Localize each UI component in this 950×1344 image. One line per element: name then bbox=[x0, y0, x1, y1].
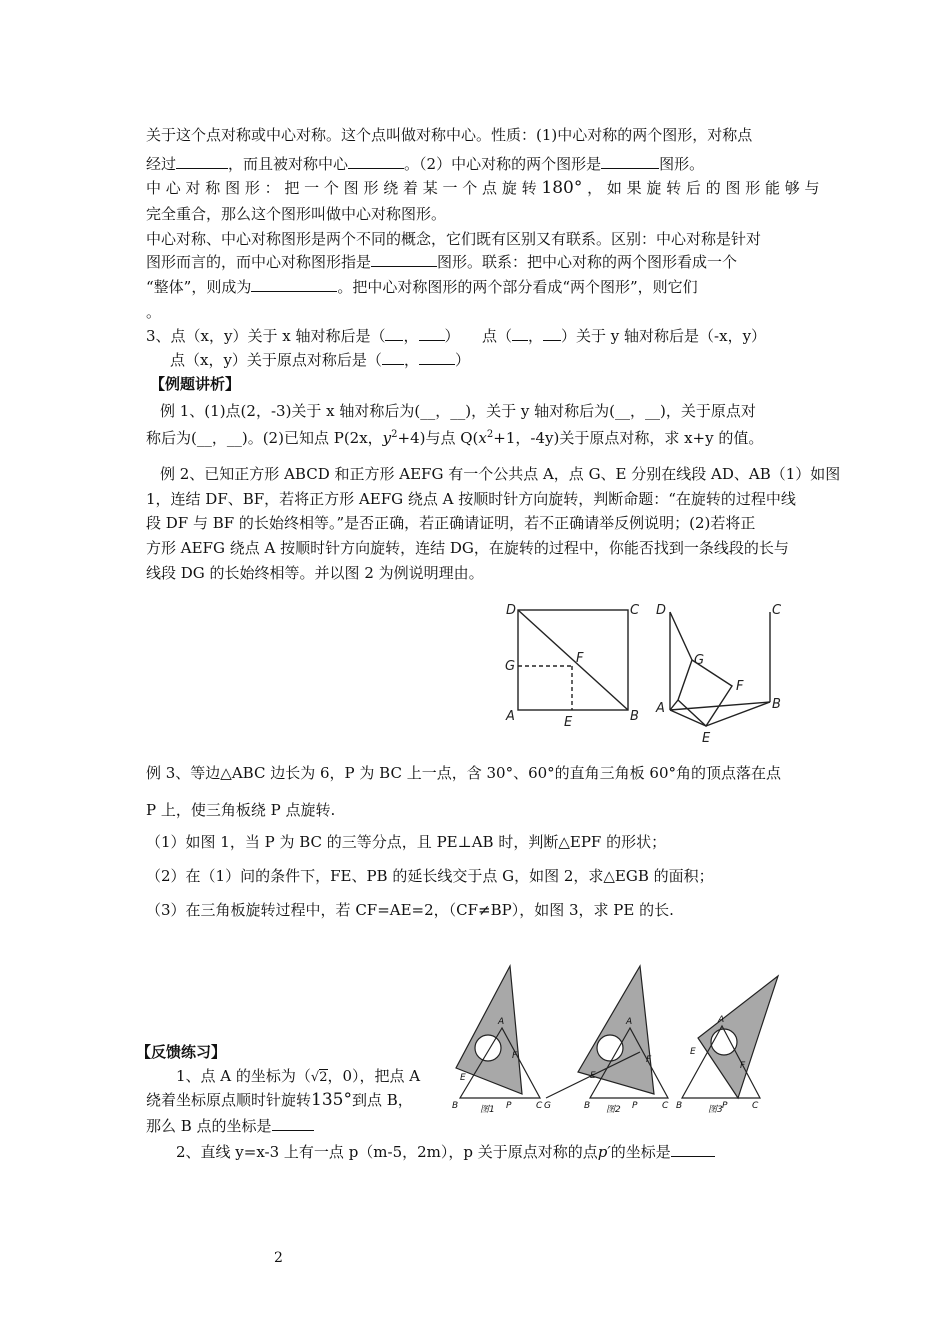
text: 绕着坐标原点顺时针旋转 bbox=[146, 1091, 312, 1109]
label-p: P bbox=[506, 1101, 512, 1111]
label-c: C bbox=[752, 1101, 759, 1111]
blank bbox=[348, 154, 404, 169]
label-c: C bbox=[772, 603, 782, 618]
page-number: 2 bbox=[274, 1250, 283, 1266]
label-b: B bbox=[772, 697, 781, 712]
hole bbox=[475, 1035, 501, 1061]
text-line: 段 DF 与 BF 的长始终相等。”是否正确，若正确请证明，若不正确请举反例说明；(2)若将正 bbox=[146, 514, 756, 532]
label-p: P bbox=[632, 1101, 638, 1111]
text-line: 1，连结 DF、BF，若将正方形 AEFG 绕点 A 按顺时针方向旋转，判断命题：“在旋转的过程中线 bbox=[146, 490, 796, 508]
line-eb bbox=[706, 702, 770, 726]
label-f: F bbox=[646, 1055, 652, 1065]
blank bbox=[371, 252, 437, 267]
text-line bbox=[146, 178, 820, 198]
text: ） bbox=[454, 351, 470, 369]
text-line: 方形 AEFG 绕点 A 按顺时针方向旋转，连结 DG，在旋转的过程中，你能否找到一条线段的长与 bbox=[146, 539, 789, 557]
var-p-prime: p′ bbox=[597, 1143, 611, 1161]
text: 的坐标是 bbox=[610, 1143, 671, 1161]
blank bbox=[419, 350, 455, 365]
label-g: G bbox=[544, 1101, 551, 1111]
label-c: C bbox=[662, 1101, 669, 1111]
label-p: P bbox=[722, 1101, 728, 1111]
set-square-1 bbox=[456, 966, 522, 1094]
figure-caption: 图3 bbox=[708, 1105, 723, 1115]
blank bbox=[671, 1142, 715, 1157]
blank bbox=[419, 326, 445, 341]
text-line: 。 bbox=[146, 303, 162, 321]
text: ， bbox=[403, 327, 419, 345]
text: 点（x，y）关于原点对称后是（ bbox=[170, 351, 382, 369]
hole bbox=[711, 1029, 737, 1055]
label-e: E bbox=[702, 731, 711, 743]
square-aefg bbox=[678, 660, 732, 726]
label-d: D bbox=[656, 603, 667, 618]
label-b: B bbox=[676, 1101, 683, 1111]
text: 1、点 A 的坐标为（ bbox=[176, 1067, 311, 1085]
blank bbox=[382, 350, 404, 365]
text-line bbox=[176, 1142, 715, 1162]
text-line: （1）如图 1，当 P 为 BC 的三等分点，且 PE⊥AB 时，判断△EPF 的形状； bbox=[146, 833, 667, 851]
var-y: y bbox=[382, 429, 392, 447]
blank bbox=[251, 277, 337, 292]
label-e: E bbox=[460, 1073, 466, 1083]
label-a: A bbox=[656, 701, 665, 716]
label-e: E bbox=[564, 715, 573, 730]
section-heading: 【例题讲析】 bbox=[150, 375, 241, 393]
label-c: C bbox=[630, 603, 640, 618]
text: 3、点（x，y）关于 x 轴对称后是（ bbox=[146, 327, 386, 345]
label-a: A bbox=[498, 1017, 505, 1027]
label-a: A bbox=[718, 1015, 725, 1025]
text: 图形而言的，而中心对称图形指是 bbox=[146, 253, 372, 271]
blank bbox=[543, 326, 561, 341]
triangle-figures bbox=[440, 962, 780, 1120]
text: +4)与点 Q( bbox=[397, 429, 479, 447]
line-ae bbox=[670, 710, 706, 726]
label-d: D bbox=[506, 603, 517, 618]
radicand: 2 bbox=[319, 1070, 328, 1085]
text: ） 点（ bbox=[444, 327, 513, 345]
square-figures bbox=[500, 598, 800, 743]
label-c: C bbox=[536, 1101, 543, 1111]
label-f: F bbox=[512, 1051, 518, 1061]
text-line: 例 1、(1)点(2，-3)关于 x 轴对称后为(__，__)，关于 y 轴对称后为(__，__)，关于原点对 bbox=[160, 402, 756, 420]
text-line bbox=[146, 252, 737, 272]
label-a: A bbox=[506, 709, 515, 724]
label-g: G bbox=[505, 659, 516, 674]
sup: 2 bbox=[486, 429, 494, 440]
text-line: 例 3、等边△ABC 边长为 6，P 为 BC 上一点，含 30°、60°的直角三角板 60°角的顶点落在点 bbox=[146, 764, 782, 782]
text: 图形。 bbox=[659, 155, 705, 173]
text-line bbox=[146, 1116, 314, 1136]
text-line: （3）在三角板旋转过程中，若 CF=AE=2，（CF≠BP），如图 3，求 PE 的长. bbox=[146, 901, 674, 919]
text: 称后为(__，__)。(2)已知点 P(2x， bbox=[146, 429, 383, 447]
var-x: x bbox=[478, 429, 487, 447]
text-line: 关于这个点对称或中心对称。这个点叫做对称中心。性质：(1)中心对称的两个图形，对称点 bbox=[146, 126, 753, 144]
section-heading: 【反馈练习】 bbox=[136, 1043, 227, 1061]
text-line: （2）在（1）问的条件下，FE、PB 的延长线交于点 G，如图 2，求△EGB 的面积； bbox=[146, 867, 714, 885]
line-dga bbox=[670, 612, 692, 710]
label-e: E bbox=[690, 1047, 696, 1057]
degree-180: 180° bbox=[541, 178, 583, 198]
label-a: A bbox=[626, 1017, 633, 1027]
label-b: B bbox=[630, 709, 639, 724]
blank bbox=[385, 326, 403, 341]
blank bbox=[272, 1116, 314, 1131]
label-f: F bbox=[736, 679, 744, 694]
text: ， 如 果 旋 转 后 的 图 形 能 够 与 bbox=[582, 179, 820, 197]
text-line bbox=[146, 425, 763, 448]
set-square-3 bbox=[698, 976, 778, 1098]
text: 。（2）中心对称的两个图形是 bbox=[404, 155, 602, 173]
label-b: B bbox=[584, 1101, 591, 1111]
text-line bbox=[146, 277, 698, 297]
text: 经过 bbox=[146, 155, 177, 173]
text-line bbox=[170, 350, 470, 370]
text: +1，-4y)关于原点对称，求 x+y 的值。 bbox=[493, 429, 764, 447]
blank bbox=[512, 326, 528, 341]
figure-caption: 图2 bbox=[606, 1105, 621, 1115]
line-db bbox=[518, 610, 628, 710]
sqrt-sign: √ bbox=[310, 1070, 320, 1085]
blank bbox=[601, 154, 659, 169]
text-line bbox=[146, 326, 766, 346]
degree-135: 135° bbox=[311, 1090, 352, 1110]
text-line: P 上，使三角板绕 P 点旋转. bbox=[146, 801, 336, 819]
label-g: G bbox=[694, 653, 705, 668]
label-f: F bbox=[740, 1061, 746, 1071]
label-e: E bbox=[590, 1071, 596, 1081]
text-line bbox=[146, 154, 704, 174]
text: 到点 B， bbox=[351, 1091, 413, 1109]
label-b: B bbox=[452, 1101, 459, 1111]
label-f: F bbox=[576, 651, 584, 666]
text-line: 完全重合，那么这个图形叫做中心对称图形。 bbox=[146, 205, 447, 223]
text: “整体”，则成为 bbox=[146, 278, 252, 296]
sup: 2 bbox=[391, 429, 398, 440]
text-line: 线段 DG 的长始终相等。并以图 2 为例说明理由。 bbox=[146, 564, 484, 582]
text: 2、直线 y=x-3 上有一点 p（m-5，2m），p 关于原点对称的点 bbox=[176, 1143, 598, 1161]
text-line: 例 2、已知正方形 ABCD 和正方形 AEFG 有一个公共点 A，点 G、E 分别在线段 AD、AB（1）如图 bbox=[160, 465, 841, 483]
text: 那么 B 点的坐标是 bbox=[146, 1117, 272, 1135]
text-line: 中心对称、中心对称图形是两个不同的概念，它们既有区别又有联系。区别：中心对称是针对 bbox=[146, 230, 762, 248]
text: ，而且被对称中心 bbox=[228, 155, 349, 173]
blank bbox=[176, 154, 228, 169]
text: 图形。联系：把中心对称的两个图形看成一个 bbox=[437, 253, 738, 271]
text-line bbox=[146, 1090, 413, 1110]
text: 中 心 对 称 图 形 ： 把 一 个 图 形 绕 着 某 一 个 点 旋 转 bbox=[146, 179, 542, 197]
text: ）关于 y 轴对称后是（-x，y） bbox=[561, 327, 767, 345]
text: ， bbox=[528, 327, 544, 345]
text: 。把中心对称图形的两个部分看成“两个图形”，则它们 bbox=[337, 278, 698, 296]
text: ，0），把点 A bbox=[327, 1067, 421, 1085]
text: ， bbox=[403, 351, 419, 369]
figure-caption: 图1 bbox=[480, 1105, 495, 1115]
text-line bbox=[176, 1066, 420, 1088]
